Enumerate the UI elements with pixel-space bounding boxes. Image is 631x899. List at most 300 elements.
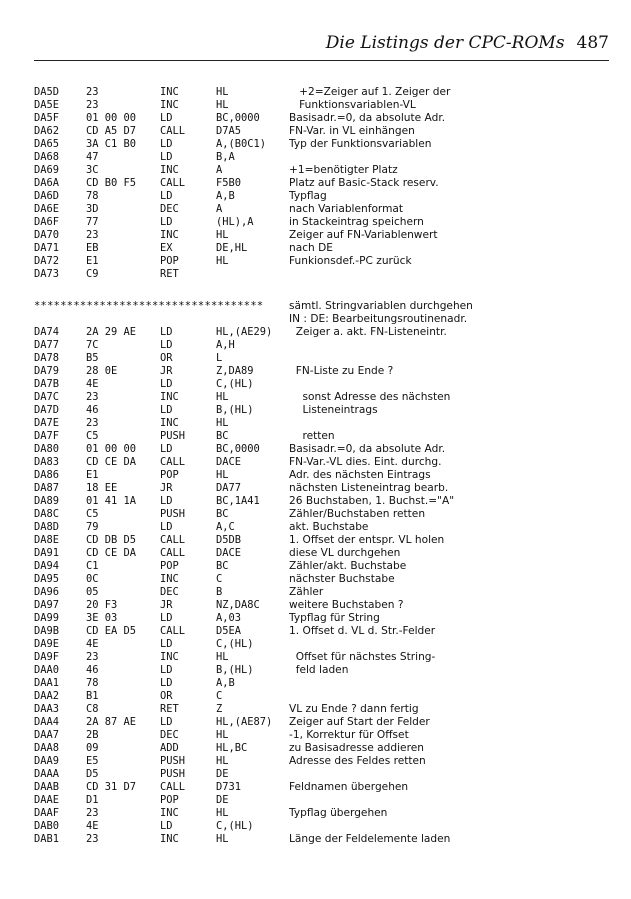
listing-hex-bytes: 7C <box>86 339 99 351</box>
listing-operand: HL <box>216 651 229 663</box>
listing-operand: HL <box>216 255 229 267</box>
listing-operand: BC,1A41 <box>216 495 260 507</box>
listing-operand: HL <box>216 833 229 845</box>
listing-operand: D5EA <box>216 625 242 637</box>
listing-hex-bytes: 05 <box>86 586 99 598</box>
listing-mnemonic: LD <box>160 404 173 416</box>
listing-address: DA80 <box>34 443 60 455</box>
listing-comment: in Stackeintrag speichern <box>289 216 424 228</box>
listing-comment: Platz auf Basic-Stack reserv. <box>289 177 439 189</box>
listing-hex-bytes: CD DB D5 <box>86 534 137 546</box>
listing-hex-bytes: 79 <box>86 521 99 533</box>
listing-operand: A,03 <box>216 612 242 624</box>
running-title: Die Listings der CPC-ROMs <box>325 33 565 53</box>
listing-hex-bytes: 2A 29 AE <box>86 326 137 338</box>
listing-comment: Länge der Feldelemente laden <box>289 833 451 845</box>
listing-line <box>34 365 609 378</box>
listing-line <box>34 229 609 242</box>
listing-mnemonic: JR <box>160 482 173 494</box>
listing-mnemonic: INC <box>160 651 179 663</box>
listing-comment: Zähler/Buchstaben retten <box>289 508 426 520</box>
listing-operand: HL <box>216 229 229 241</box>
listing-operand: HL <box>216 755 229 767</box>
listing-operand: HL,(AE29) <box>216 326 273 338</box>
listing-comment: +2=Zeiger auf 1. Zeiger der <box>289 86 451 98</box>
listing-address: DA86 <box>34 469 60 481</box>
listing-operand: A,B <box>216 190 235 202</box>
listing-line <box>34 151 609 164</box>
listing-comment: FN-Var. in VL einhängen <box>289 125 415 137</box>
listing-address: DAAE <box>34 794 60 806</box>
listing-hex-bytes: 01 41 1A <box>86 495 137 507</box>
listing-mnemonic: PUSH <box>160 430 186 442</box>
listing-line <box>34 352 609 365</box>
listing-operand: NZ,DA8C <box>216 599 260 611</box>
listing-hex-bytes: E1 <box>86 469 99 481</box>
listing-hex-bytes: 23 <box>86 807 99 819</box>
listing-address: DA97 <box>34 599 60 611</box>
listing-comment: Typflag übergehen <box>289 807 388 819</box>
listing-line <box>34 430 609 443</box>
listing-address: DA68 <box>34 151 60 163</box>
listing-mnemonic: ADD <box>160 742 179 754</box>
listing-address: DA9F <box>34 651 60 663</box>
listing-mnemonic: LD <box>160 378 173 390</box>
listing-hex-bytes: 23 <box>86 86 99 98</box>
listing-operand: C,(HL) <box>216 820 254 832</box>
listing-hex-bytes: CD CE DA <box>86 547 137 559</box>
listing-mnemonic: CALL <box>160 456 186 468</box>
listing-operand: F5B0 <box>216 177 242 189</box>
listing-comment: 1. Offset d. VL d. Str.-Felder <box>289 625 436 637</box>
listing-operand: DACE <box>216 547 242 559</box>
listing-address: DAB1 <box>34 833 60 845</box>
listing-address: DAA3 <box>34 703 60 715</box>
listing-comment: sämtl. Stringvariablen durchgehen <box>289 300 473 312</box>
listing-address: DA78 <box>34 352 60 364</box>
listing-mnemonic: LD <box>160 664 173 676</box>
listing-address: DA6D <box>34 190 60 202</box>
listing-address: DA8D <box>34 521 60 533</box>
listing-line <box>34 86 609 99</box>
listing-operand: D731 <box>216 781 242 793</box>
listing-hex-bytes: 47 <box>86 151 99 163</box>
listing-address: DA95 <box>34 573 60 585</box>
listing-line <box>34 125 609 138</box>
listing-address: DA73 <box>34 268 60 280</box>
listing-mnemonic: POP <box>160 560 179 572</box>
listing-line <box>34 651 609 664</box>
listing-line <box>34 560 609 573</box>
listing-mnemonic: POP <box>160 794 179 806</box>
listing-comment: Funkionsdef.-PC zurück <box>289 255 412 267</box>
listing-line <box>34 190 609 203</box>
listing-comment: nächsten Listeneintrag bearb. <box>289 482 449 494</box>
listing-comment: nach Variablenformat <box>289 203 404 215</box>
listing-address: DA71 <box>34 242 60 254</box>
listing-address: DA7F <box>34 430 60 442</box>
listing-hex-bytes: E5 <box>86 755 99 767</box>
listing-operand: C,(HL) <box>216 638 254 650</box>
listing-hex-bytes: 78 <box>86 677 99 689</box>
listing-line <box>34 391 609 404</box>
listing-line <box>34 255 609 268</box>
listing-line <box>34 378 609 391</box>
listing-hex-bytes: 28 0E <box>86 365 118 377</box>
listing-hex-bytes: 3C <box>86 164 99 176</box>
listing-line <box>34 833 609 846</box>
listing-address: DA7E <box>34 417 60 429</box>
listing-line <box>34 164 609 177</box>
listing-mnemonic: LD <box>160 443 173 455</box>
listing-hex-bytes: 23 <box>86 833 99 845</box>
listing-mnemonic: LD <box>160 112 173 124</box>
listing-line <box>34 573 609 586</box>
listing-line <box>34 781 609 794</box>
listing-line <box>34 99 609 112</box>
listing-mnemonic: INC <box>160 391 179 403</box>
listing-line <box>34 638 609 651</box>
listing-mnemonic: LD <box>160 138 173 150</box>
listing-hex-bytes: CD 31 D7 <box>86 781 137 793</box>
listing-address: DA91 <box>34 547 60 559</box>
listing-operand: B,(HL) <box>216 664 254 676</box>
listing-line <box>34 112 609 125</box>
listing-hex-bytes: C8 <box>86 703 99 715</box>
listing-hex-bytes: 4E <box>86 820 99 832</box>
listing-operand: A,C <box>216 521 235 533</box>
listing-address: DA99 <box>34 612 60 624</box>
listing-mnemonic: LD <box>160 638 173 650</box>
listing-operand: A,(B0C1) <box>216 138 267 150</box>
asterisk-separator: *********************************** <box>34 300 264 312</box>
listing-operand: HL <box>216 417 229 429</box>
listing-operand: BC <box>216 508 229 520</box>
listing-operand: DACE <box>216 456 242 468</box>
listing-mnemonic: OR <box>160 690 173 702</box>
listing-mnemonic: JR <box>160 599 173 611</box>
listing-line <box>34 417 609 430</box>
listing-operand: C <box>216 690 223 702</box>
listing-address: DA83 <box>34 456 60 468</box>
listing-mnemonic: JR <box>160 365 173 377</box>
listing-line <box>34 755 609 768</box>
listing-mnemonic: INC <box>160 86 179 98</box>
listing-mnemonic: INC <box>160 229 179 241</box>
listing-comment: diese VL durchgehen <box>289 547 401 559</box>
listing-comment: 26 Buchstaben, 1. Buchst.="A" <box>289 495 455 507</box>
listing-address: DAAF <box>34 807 60 819</box>
listing-comment: Typ der Funktionsvariablen <box>289 138 432 150</box>
listing-line <box>34 216 609 229</box>
listing-address: DAA1 <box>34 677 60 689</box>
listing-operand: B <box>216 586 223 598</box>
listing-mnemonic: CALL <box>160 177 186 189</box>
listing-operand: L <box>216 352 223 364</box>
listing-operand: A <box>216 164 223 176</box>
listing-hex-bytes: 2B <box>86 729 99 741</box>
listing-mnemonic: INC <box>160 164 179 176</box>
listing-comment: Zähler/akt. Buchstabe <box>289 560 407 572</box>
listing-mnemonic: LD <box>160 190 173 202</box>
listing-operand: HL <box>216 729 229 741</box>
listing-mnemonic: DEC <box>160 586 179 598</box>
listing-operand: C,(HL) <box>216 378 254 390</box>
listing-operand: D5DB <box>216 534 242 546</box>
listing-mnemonic: LD <box>160 151 173 163</box>
listing-line <box>34 768 609 781</box>
listing-line <box>34 443 609 456</box>
listing-comment: retten <box>289 430 335 442</box>
listing-hex-bytes: CD EA D5 <box>86 625 137 637</box>
listing-address: DA7D <box>34 404 60 416</box>
listing-line <box>34 625 609 638</box>
listing-mnemonic: LD <box>160 820 173 832</box>
listing-operand: DA77 <box>216 482 242 494</box>
assembly-listing <box>34 86 609 846</box>
listing-address: DA89 <box>34 495 60 507</box>
listing-hex-bytes: 23 <box>86 391 99 403</box>
listing-operand: HL,BC <box>216 742 248 754</box>
listing-mnemonic: INC <box>160 417 179 429</box>
listing-address: DA7C <box>34 391 60 403</box>
listing-operand: BC,0000 <box>216 443 260 455</box>
listing-hex-bytes: C5 <box>86 430 99 442</box>
listing-address: DAA8 <box>34 742 60 754</box>
listing-hex-bytes: 20 F3 <box>86 599 118 611</box>
listing-operand: BC,0000 <box>216 112 260 124</box>
listing-address: DAA9 <box>34 755 60 767</box>
listing-address: DA8C <box>34 508 60 520</box>
listing-comment: FN-Liste zu Ende ? <box>289 365 394 377</box>
listing-operand: D7A5 <box>216 125 242 137</box>
listing-operand: Z <box>216 703 223 715</box>
listing-operand: HL,(AE87) <box>216 716 273 728</box>
listing-comment: akt. Buchstabe <box>289 521 369 533</box>
listing-address: DA8E <box>34 534 60 546</box>
listing-mnemonic: INC <box>160 833 179 845</box>
listing-mnemonic: INC <box>160 807 179 819</box>
listing-line <box>34 469 609 482</box>
listing-line <box>34 547 609 560</box>
listing-hex-bytes: 3D <box>86 203 99 215</box>
listing-operand: B,A <box>216 151 235 163</box>
listing-hex-bytes: 01 00 00 <box>86 112 137 124</box>
listing-spacer <box>34 281 609 300</box>
listing-hex-bytes: E1 <box>86 255 99 267</box>
listing-comment: -1, Korrektur für Offset <box>289 729 409 741</box>
listing-line <box>34 313 609 326</box>
listing-hex-bytes: 4E <box>86 378 99 390</box>
listing-line <box>34 339 609 352</box>
listing-operand: DE,HL <box>216 242 248 254</box>
listing-mnemonic: POP <box>160 469 179 481</box>
listing-hex-bytes: 4E <box>86 638 99 650</box>
listing-mnemonic: PUSH <box>160 755 186 767</box>
listing-address: DA9E <box>34 638 60 650</box>
listing-address: DAB0 <box>34 820 60 832</box>
listing-address: DA74 <box>34 326 60 338</box>
listing-mnemonic: LD <box>160 339 173 351</box>
listing-operand: HL <box>216 469 229 481</box>
listing-comment: nach DE <box>289 242 333 254</box>
listing-hex-bytes: 3E 03 <box>86 612 118 624</box>
listing-operand: DE <box>216 768 229 780</box>
listing-operand: DE <box>216 794 229 806</box>
listing-address: DA72 <box>34 255 60 267</box>
listing-line <box>34 794 609 807</box>
listing-mnemonic: PUSH <box>160 768 186 780</box>
listing-address: DA6E <box>34 203 60 215</box>
listing-address: DA5F <box>34 112 60 124</box>
listing-comment: weitere Buchstaben ? <box>289 599 404 611</box>
listing-mnemonic: PUSH <box>160 508 186 520</box>
listing-hex-bytes: B5 <box>86 352 99 364</box>
listing-comment: Typflag <box>289 190 327 202</box>
listing-address: DA94 <box>34 560 60 572</box>
listing-line <box>34 820 609 833</box>
listing-mnemonic: RET <box>160 703 179 715</box>
listing-comment: Funktionsvariablen-VL <box>289 99 416 111</box>
listing-hex-bytes: 77 <box>86 216 99 228</box>
listing-line <box>34 716 609 729</box>
listing-comment: Listeneintrags <box>289 404 378 416</box>
listing-hex-bytes: 3A C1 B0 <box>86 138 137 150</box>
listing-line <box>34 742 609 755</box>
section-separator-line <box>34 300 609 313</box>
listing-address: DA5E <box>34 99 60 111</box>
listing-address: DA6A <box>34 177 60 189</box>
listing-comment: Zeiger auf Start der Felder <box>289 716 430 728</box>
listing-comment: Typflag für String <box>289 612 380 624</box>
listing-hex-bytes: C1 <box>86 560 99 572</box>
listing-mnemonic: POP <box>160 255 179 267</box>
listing-line <box>34 326 609 339</box>
listing-operand: HL <box>216 391 229 403</box>
listing-comment: Zähler <box>289 586 324 598</box>
listing-operand: HL <box>216 86 229 98</box>
listing-operand: A <box>216 203 223 215</box>
listing-mnemonic: INC <box>160 99 179 111</box>
listing-comment: +1=benötigter Platz <box>289 164 398 176</box>
listing-hex-bytes: 0C <box>86 573 99 585</box>
listing-comment: nächster Buchstabe <box>289 573 395 585</box>
listing-mnemonic: CALL <box>160 125 186 137</box>
listing-address: DA6F <box>34 216 60 228</box>
listing-mnemonic: LD <box>160 326 173 338</box>
listing-comment: FN-Var.-VL dies. Eint. durchg. <box>289 456 442 468</box>
listing-line <box>34 404 609 417</box>
listing-comment: Adr. des nächsten Eintrags <box>289 469 431 481</box>
listing-hex-bytes: 23 <box>86 229 99 241</box>
listing-mnemonic: LD <box>160 495 173 507</box>
listing-mnemonic: CALL <box>160 547 186 559</box>
listing-mnemonic: CALL <box>160 625 186 637</box>
listing-operand: Z,DA89 <box>216 365 254 377</box>
listing-address: DA70 <box>34 229 60 241</box>
listing-hex-bytes: C5 <box>86 508 99 520</box>
listing-address: DAA4 <box>34 716 60 728</box>
listing-line <box>34 664 609 677</box>
listing-line <box>34 729 609 742</box>
listing-address: DA77 <box>34 339 60 351</box>
listing-comment: Zeiger a. akt. FN-Listeneintr. <box>289 326 447 338</box>
listing-hex-bytes: B1 <box>86 690 99 702</box>
listing-line <box>34 203 609 216</box>
listing-hex-bytes: D5 <box>86 768 99 780</box>
listing-mnemonic: RET <box>160 268 179 280</box>
listing-address: DA5D <box>34 86 60 98</box>
listing-operand: BC <box>216 430 229 442</box>
listing-line <box>34 508 609 521</box>
listing-mnemonic: LD <box>160 612 173 624</box>
listing-hex-bytes: 78 <box>86 190 99 202</box>
listing-comment: 1. Offset der entspr. VL holen <box>289 534 445 546</box>
listing-mnemonic: DEC <box>160 729 179 741</box>
listing-address: DAA0 <box>34 664 60 676</box>
page-number: 487 <box>576 33 609 53</box>
listing-comment: Basisadr.=0, da absolute Adr. <box>289 112 446 124</box>
listing-line <box>34 242 609 255</box>
listing-comment: Zeiger auf FN-Variablenwert <box>289 229 438 241</box>
listing-mnemonic: LD <box>160 216 173 228</box>
listing-comment: Offset für nächstes String- <box>289 651 436 663</box>
listing-mnemonic: OR <box>160 352 173 364</box>
listing-address: DA9B <box>34 625 60 637</box>
listing-address: DAA2 <box>34 690 60 702</box>
header-rule <box>34 60 609 61</box>
listing-line <box>34 482 609 495</box>
listing-comment: IN : DE: Bearbeitungsroutinenadr. <box>289 313 468 325</box>
running-head <box>326 33 609 59</box>
listing-mnemonic: LD <box>160 521 173 533</box>
listing-address: DA7B <box>34 378 60 390</box>
listing-hex-bytes: EB <box>86 242 99 254</box>
listing-line <box>34 677 609 690</box>
listing-comment: sonst Adresse des nächsten <box>289 391 451 403</box>
listing-hex-bytes: 46 <box>86 664 99 676</box>
listing-hex-bytes: 46 <box>86 404 99 416</box>
listing-mnemonic: CALL <box>160 534 186 546</box>
listing-hex-bytes: C9 <box>86 268 99 280</box>
listing-operand: B,(HL) <box>216 404 254 416</box>
listing-mnemonic: LD <box>160 677 173 689</box>
listing-mnemonic: LD <box>160 716 173 728</box>
listing-address: DAAA <box>34 768 60 780</box>
listing-hex-bytes: 23 <box>86 417 99 429</box>
listing-comment: feld laden <box>289 664 349 676</box>
listing-operand: HL <box>216 807 229 819</box>
listing-hex-bytes: 09 <box>86 742 99 754</box>
listing-hex-bytes: CD B0 F5 <box>86 177 137 189</box>
listing-hex-bytes: CD CE DA <box>86 456 137 468</box>
listing-address: DAAB <box>34 781 60 793</box>
listing-line <box>34 521 609 534</box>
listing-operand: C <box>216 573 223 585</box>
listing-hex-bytes: 18 EE <box>86 482 118 494</box>
listing-operand: A,B <box>216 677 235 689</box>
listing-hex-bytes: 23 <box>86 99 99 111</box>
listing-line <box>34 690 609 703</box>
listing-comment: Feldnamen übergehen <box>289 781 409 793</box>
listing-line <box>34 268 609 281</box>
listing-address: DAA7 <box>34 729 60 741</box>
listing-line <box>34 534 609 547</box>
listing-operand: A,H <box>216 339 235 351</box>
listing-line <box>34 612 609 625</box>
listing-address: DA87 <box>34 482 60 494</box>
listing-address: DA79 <box>34 365 60 377</box>
